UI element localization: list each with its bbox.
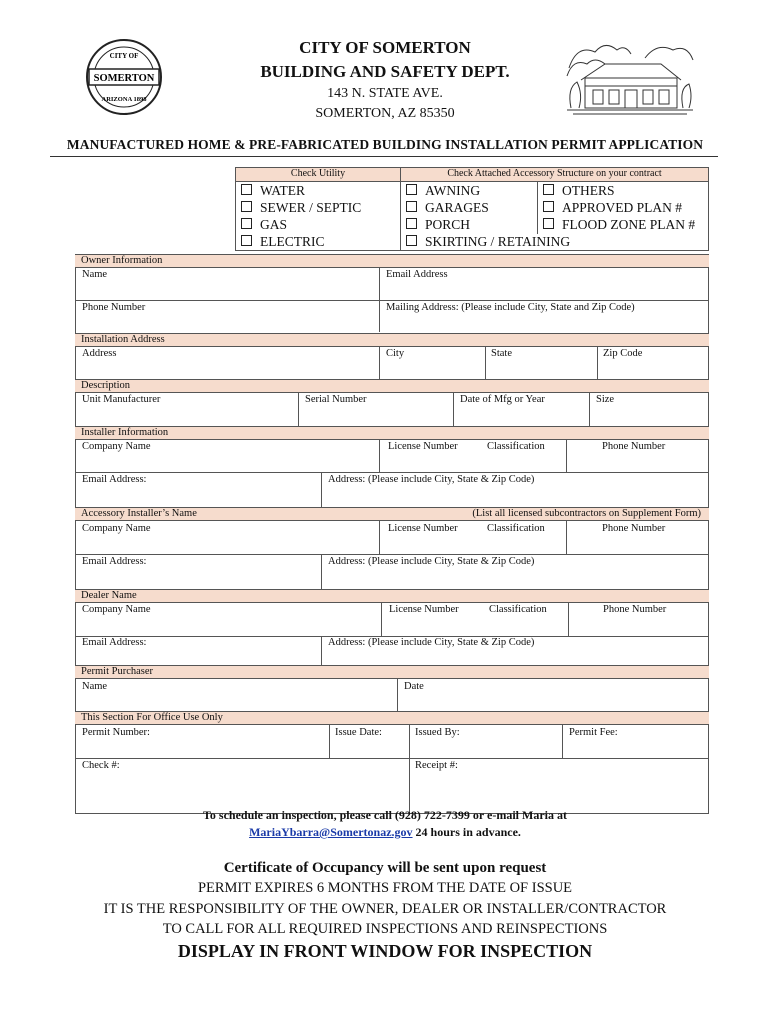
- dealer-license-label: License Number: [389, 604, 459, 615]
- checkbox[interactable]: [543, 184, 554, 195]
- section-installation: Installation Address: [75, 333, 709, 347]
- divider: [453, 393, 454, 426]
- section-office-use: This Section For Office Use Only: [75, 711, 709, 725]
- divider: [566, 440, 567, 472]
- section-accessory-installer: Accessory Installer’s Name (List all licensed subcontractors on Supplement Form): [75, 507, 709, 521]
- email-link[interactable]: MariaYbarra@Somertonaz.gov: [249, 825, 413, 839]
- section-dealer: Dealer Name: [75, 589, 709, 603]
- divider: [589, 393, 590, 426]
- checkbox[interactable]: [406, 235, 417, 246]
- installer-phone-label: Phone Number: [602, 441, 666, 452]
- divider: [397, 679, 398, 711]
- subcontractor-note: (List all licensed subcontractors on Supplement Form): [472, 508, 701, 519]
- installer-license-label: License Number: [388, 441, 458, 452]
- serial-label: Serial Number: [305, 394, 367, 405]
- accessory-approved-plan[interactable]: APPROVED PLAN #: [539, 199, 695, 216]
- responsibility-notice: IT IS THE RESPONSIBILITY OF THE OWNER, DEALER OR INSTALLER/CONTRACTOR: [103, 901, 667, 917]
- divider: [75, 554, 709, 555]
- city-hall-illustration: [565, 38, 695, 118]
- owner-mailing-label: Mailing Address: (Please include City, State and Zip Code): [386, 302, 635, 313]
- utility-list: [237, 182, 361, 250]
- divider: [562, 725, 563, 758]
- utility-water[interactable]: WATER: [237, 182, 361, 199]
- accessory-garages[interactable]: GARAGES: [402, 199, 570, 216]
- issue-date-label: Issue Date:: [335, 727, 382, 738]
- purchaser-name-label: Name: [82, 681, 108, 692]
- accessory-porch[interactable]: PORCH: [402, 216, 570, 233]
- section-owner: Owner Information: [75, 254, 709, 268]
- divider: [566, 521, 567, 554]
- acc-license-label: License Number: [388, 523, 458, 534]
- section-purchaser: Permit Purchaser: [75, 665, 709, 679]
- divider: [597, 347, 598, 379]
- permit-number-label: Permit Number:: [82, 727, 150, 738]
- checkbox[interactable]: [543, 218, 554, 229]
- divider: [321, 554, 322, 589]
- acc-company-label: Company Name: [82, 523, 151, 534]
- city-seal-logo: [85, 38, 163, 116]
- acc-class-label: Classification: [487, 523, 545, 534]
- checkbox[interactable]: [241, 235, 252, 246]
- checkbox[interactable]: [241, 218, 252, 229]
- dealer-class-label: Classification: [489, 604, 547, 615]
- owner-name-label: Name: [82, 269, 108, 280]
- divider: [381, 603, 382, 636]
- utility-sewer[interactable]: SEWER / SEPTIC: [237, 199, 361, 216]
- divider: [75, 758, 709, 759]
- utility-electric[interactable]: ELECTRIC: [237, 233, 361, 250]
- checkbox[interactable]: [241, 184, 252, 195]
- divider: [379, 521, 380, 554]
- form-title: MANUFACTURED HOME & PRE-FABRICATED BUILDING INSTALLATION PERMIT APPLICATION: [66, 137, 704, 152]
- accessory-list-2: [539, 182, 695, 233]
- divider: [75, 472, 709, 473]
- divider: [75, 300, 709, 301]
- installer-email-label: Email Address:: [82, 474, 147, 485]
- city-name: CITY OF SOMERTON: [299, 38, 471, 57]
- check-number-label: Check #:: [82, 760, 120, 771]
- dealer-company-label: Company Name: [82, 604, 151, 615]
- divider: [379, 440, 380, 472]
- accessory-skirting[interactable]: SKIRTING / RETAINING: [402, 233, 570, 250]
- install-city-label: City: [386, 348, 405, 359]
- utility-gas[interactable]: GAS: [237, 216, 361, 233]
- city-state-zip: SOMERTON, AZ 85350: [315, 106, 455, 121]
- checkbox[interactable]: [406, 218, 417, 229]
- mfg-date-label: Date of Mfg or Year: [460, 394, 545, 405]
- divider: [321, 636, 322, 665]
- accessory-others[interactable]: OTHERS: [539, 182, 695, 199]
- checkbox[interactable]: [241, 201, 252, 212]
- divider: [409, 758, 410, 814]
- installer-company-label: Company Name: [82, 441, 151, 452]
- schedule-instructions: To schedule an inspection, please call (928) 722-7399 or e-mail Maria at: [203, 808, 567, 822]
- install-zip-label: Zip Code: [603, 348, 643, 359]
- install-address-label: Address: [82, 348, 117, 359]
- dealer-email-label: Email Address:: [82, 637, 147, 648]
- checkbox[interactable]: [406, 184, 417, 195]
- title-underline: [50, 156, 718, 157]
- expiration-notice: PERMIT EXPIRES 6 MONTHS FROM THE DATE OF ISSUE: [197, 880, 573, 896]
- department-name: BUILDING AND SAFETY DEPT.: [260, 62, 510, 81]
- street-address: 143 N. STATE AVE.: [327, 86, 443, 101]
- accessory-awning[interactable]: AWNING: [402, 182, 570, 199]
- divider: [568, 603, 569, 636]
- issued-by-label: Issued By:: [415, 727, 460, 738]
- checkbox[interactable]: [406, 201, 417, 212]
- accessory-header: Check Attached Accessory Structure on your contract: [400, 167, 709, 182]
- dealer-address-label: Address: (Please include City, State & Zip Code): [328, 637, 535, 648]
- owner-email-label: Email Address: [386, 269, 448, 280]
- acc-email-label: Email Address:: [82, 556, 147, 567]
- manufacturer-label: Unit Manufacturer: [82, 394, 161, 405]
- seal-bottom-text: ARIZONA 1898: [101, 96, 147, 103]
- size-label: Size: [596, 394, 615, 405]
- install-state-label: State: [491, 348, 512, 359]
- schedule-email-line: MariaYbarra@Somertonaz.gov 24 hours in advance.: [249, 825, 521, 839]
- section-description: Description: [75, 379, 709, 393]
- seal-middle-text: SOMERTON: [93, 73, 155, 84]
- owner-name-field[interactable]: [80, 286, 370, 298]
- acc-address-label: Address: (Please include City, State & Zip Code): [328, 556, 535, 567]
- divider: [379, 347, 380, 379]
- installer-address-label: Address: (Please include City, State & Zip Code): [328, 474, 535, 485]
- checkbox[interactable]: [543, 201, 554, 212]
- checklist-divider: [400, 182, 401, 251]
- seal-top-text: CITY OF: [109, 52, 139, 60]
- divider: [409, 725, 410, 758]
- acc-phone-label: Phone Number: [602, 523, 666, 534]
- divider: [485, 347, 486, 379]
- divider: [329, 725, 330, 758]
- section-installer: Installer Information: [75, 426, 709, 440]
- divider: [321, 472, 322, 507]
- certificate-notice: Certificate of Occupancy will be sent upon request: [223, 860, 547, 876]
- utility-header: Check Utility: [235, 167, 401, 182]
- permit-fee-label: Permit Fee:: [569, 727, 618, 738]
- dealer-phone-label: Phone Number: [603, 604, 667, 615]
- purchaser-date-label: Date: [404, 681, 424, 692]
- accessory-flood-zone-plan[interactable]: FLOOD ZONE PLAN #: [539, 216, 695, 233]
- receipt-number-label: Receipt #:: [415, 760, 458, 771]
- installer-class-label: Classification: [487, 441, 545, 452]
- owner-phone-label: Phone Number: [82, 302, 146, 313]
- display-notice: DISPLAY IN FRONT WINDOW FOR INSPECTION: [177, 941, 593, 961]
- responsibility-notice-2: TO CALL FOR ALL REQUIRED INSPECTIONS AND REINSPECTIONS: [162, 921, 608, 937]
- divider: [298, 393, 299, 426]
